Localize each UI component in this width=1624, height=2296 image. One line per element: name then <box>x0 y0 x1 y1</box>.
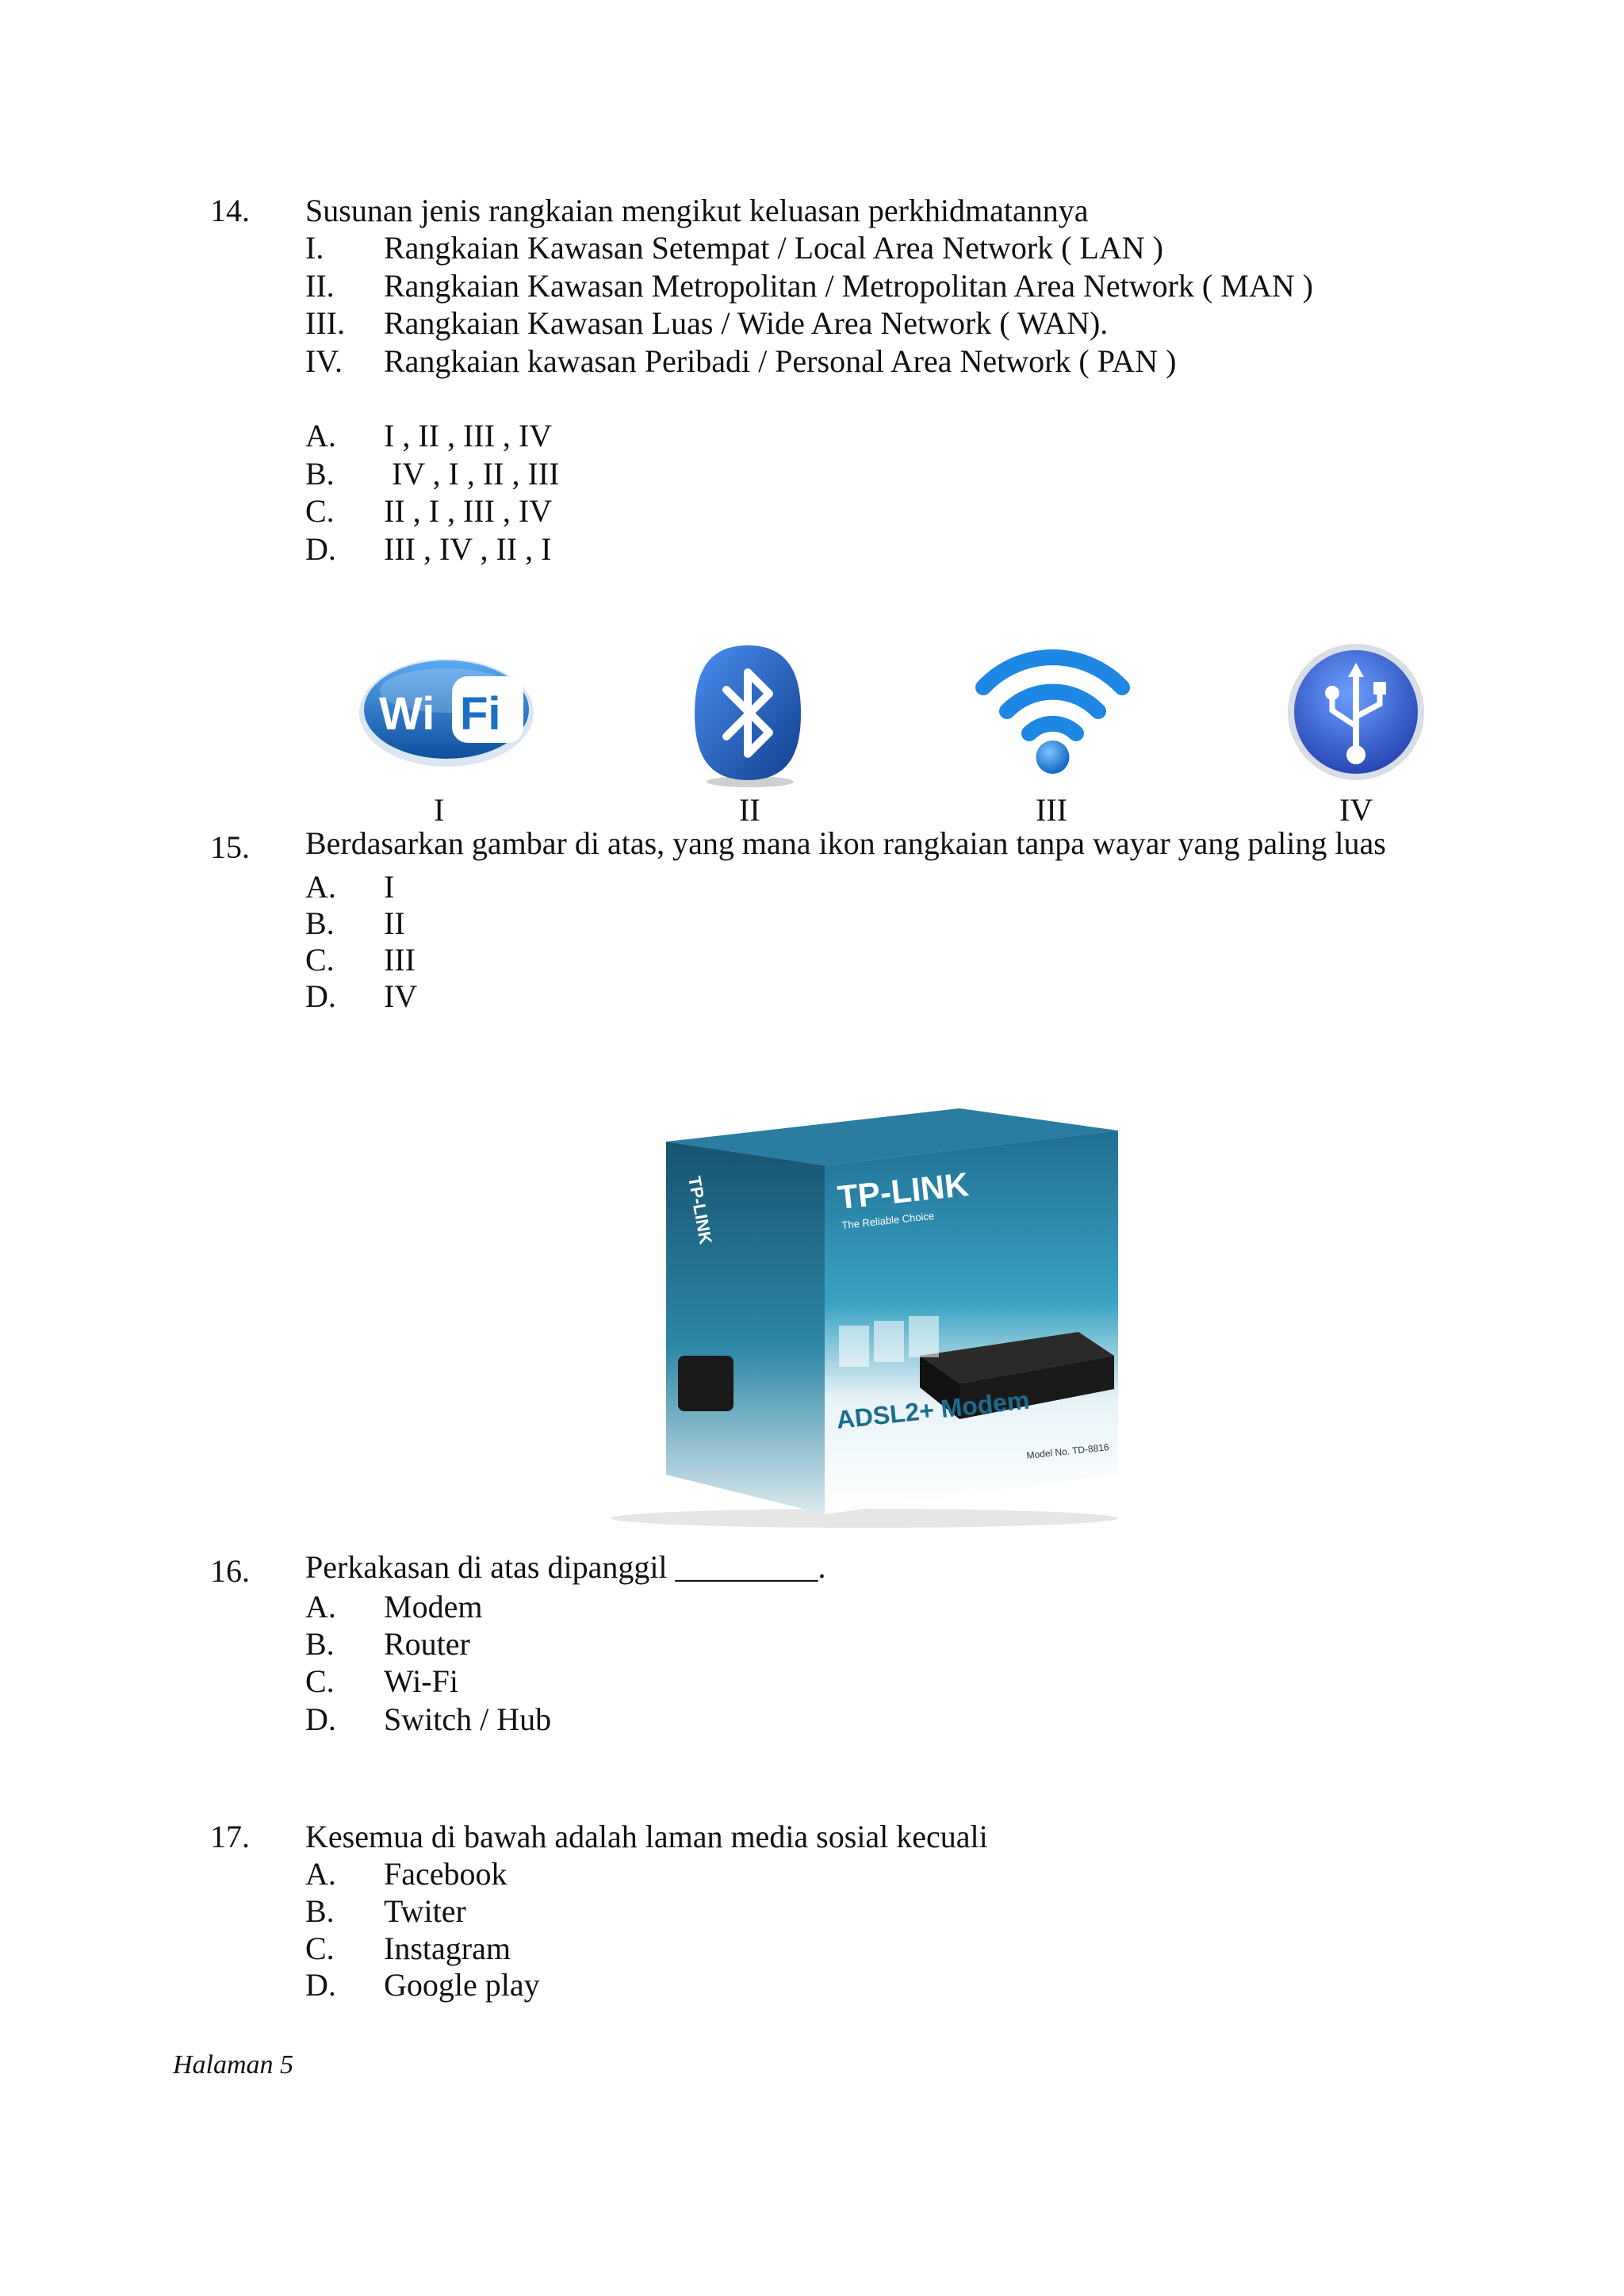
icon-label: III <box>1036 792 1067 828</box>
option-letter: A. <box>305 1856 336 1892</box>
icon-label: I <box>434 792 445 828</box>
option-letter: B. <box>305 905 335 941</box>
modem-product-image <box>587 1102 1126 1530</box>
question-number: 15. <box>210 829 250 865</box>
option-c: Instagram <box>384 1931 511 1966</box>
wireless-signal-icon <box>975 638 1130 777</box>
option-letter: C. <box>305 942 335 978</box>
option-letter: A. <box>305 418 336 453</box>
option-c: Wi-Fi <box>384 1663 458 1699</box>
option-b: II <box>384 905 405 941</box>
option-a: Modem <box>384 1589 483 1624</box>
option-letter: B. <box>305 1626 335 1662</box>
option-letter: D. <box>305 1701 336 1737</box>
option-d: III , IV , II , I <box>384 531 552 567</box>
option-letter: D. <box>305 531 336 567</box>
option-d: Switch / Hub <box>384 1701 552 1737</box>
brand-text-side: TP-LINK <box>684 1174 716 1246</box>
product-name-text: ADSL2+ Modem <box>834 1385 1031 1434</box>
option-letter: A. <box>305 869 336 905</box>
option-b: IV , I , II , III <box>392 456 560 492</box>
bluetooth-icon <box>688 641 807 787</box>
wifi-logo-text-fi: Fi <box>460 688 501 740</box>
icon-label: IV <box>1339 792 1373 828</box>
option-letter: C. <box>305 1931 335 1966</box>
roman-numeral: IV. <box>305 343 343 379</box>
tagline-text: The Reliable Choice <box>841 1209 935 1231</box>
usb-icon <box>1285 641 1427 783</box>
list-item: Rangkaian Kawasan Setempat / Local Area Network ( LAN ) <box>384 230 1163 266</box>
option-d: IV <box>384 978 418 1014</box>
option-letter: C. <box>305 493 335 529</box>
question-number: 16. <box>210 1553 250 1589</box>
brand-text: TP-LINK <box>836 1165 971 1216</box>
option-b: Router <box>384 1626 470 1662</box>
roman-numeral: II. <box>305 268 335 304</box>
question-number: 14. <box>210 193 250 228</box>
wifi-logo-icon <box>355 646 538 773</box>
option-a: I <box>384 869 395 905</box>
option-letter: A. <box>305 1589 336 1624</box>
question-text: Susunan jenis rangkaian mengikut keluasan perkhidmatannya <box>305 193 1089 228</box>
option-letter: D. <box>305 1967 336 2003</box>
option-d: Google play <box>384 1967 540 2003</box>
roman-numeral: I. <box>305 230 324 266</box>
list-item: Rangkaian Kawasan Luas / Wide Area Network ( WAN). <box>384 305 1109 341</box>
page-footer: Halaman 5 <box>173 2050 294 2080</box>
icon-label: II <box>739 792 760 828</box>
wifi-logo-text-wi: Wi <box>379 688 435 740</box>
model-text: Model No. TD-8816 <box>1025 1441 1110 1461</box>
option-c: II , I , III , IV <box>384 493 553 529</box>
question-number: 17. <box>210 1819 250 1854</box>
question-text: Perkakasan di atas dipanggil _________. <box>305 1549 826 1585</box>
option-letter: B. <box>305 456 335 492</box>
option-a: Facebook <box>384 1856 508 1892</box>
option-letter: D. <box>305 978 336 1014</box>
option-a: I , II , III , IV <box>384 418 553 453</box>
roman-numeral: III. <box>305 305 345 341</box>
list-item: Rangkaian kawasan Peribadi / Personal Area Network ( PAN ) <box>384 343 1177 379</box>
question-text: Kesemua di bawah adalah laman media sosial kecuali <box>305 1819 988 1854</box>
option-b: Twiter <box>384 1893 466 1929</box>
option-c: III <box>384 942 416 978</box>
option-letter: C. <box>305 1663 335 1699</box>
question-text: Berdasarkan gambar di atas, yang mana ikon rangkaian tanpa wayar yang paling luas <box>305 825 1386 861</box>
list-item: Rangkaian Kawasan Metropolitan / Metropolitan Area Network ( MAN ) <box>384 268 1313 304</box>
option-letter: B. <box>305 1893 335 1929</box>
